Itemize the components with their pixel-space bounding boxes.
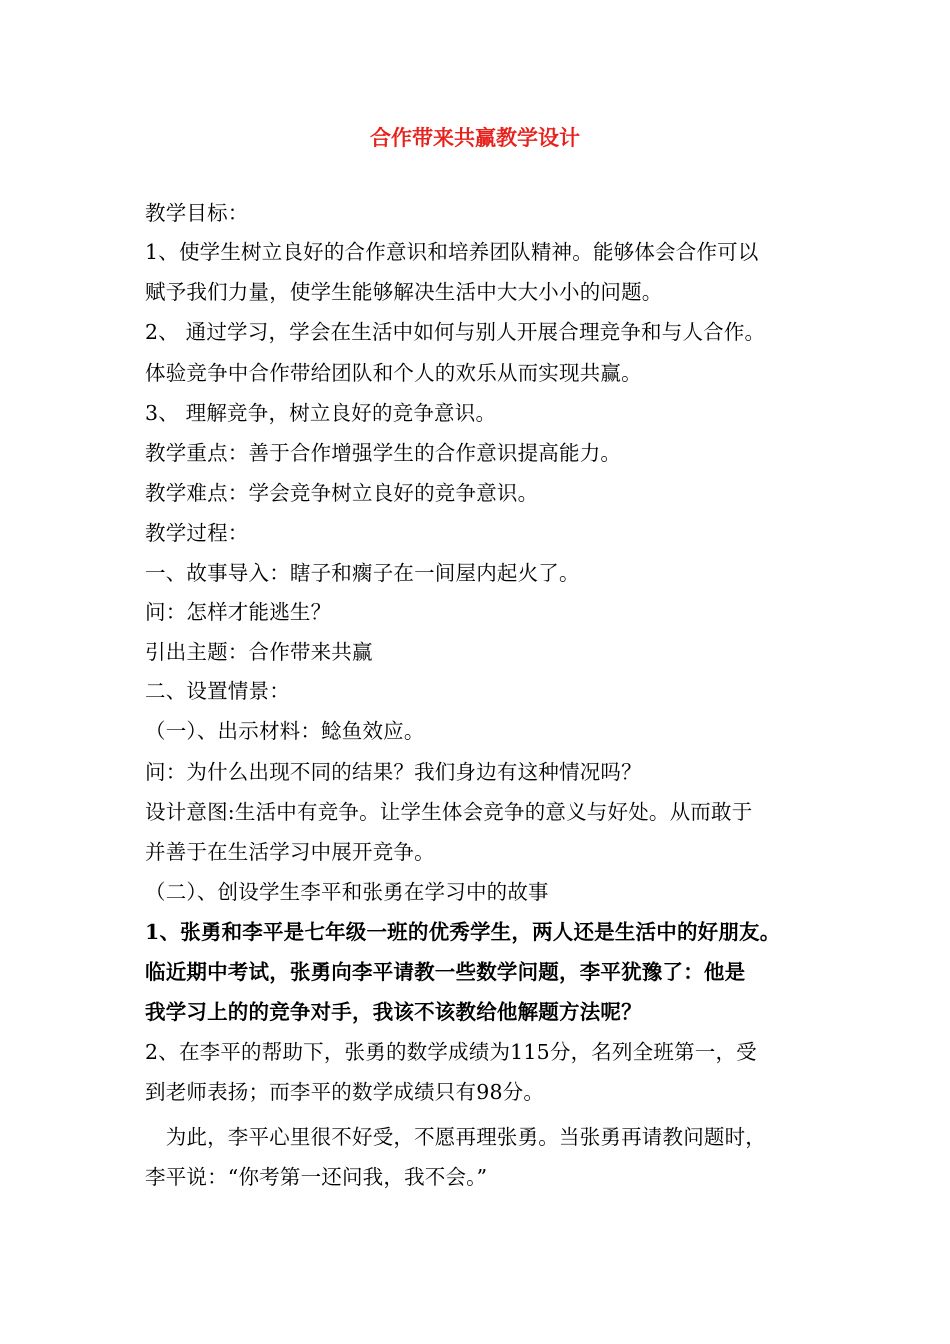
- text-line: 赋予我们力量，使学生能够解决生活中大大小小的问题。: [145, 280, 663, 304]
- text-line: 体验竞争中合作带给团队和个人的欢乐从而实现共赢。: [145, 361, 642, 385]
- text-line: 李平说：“你考第一还问我，我不会。”: [145, 1165, 488, 1189]
- text-line-bold: 临近期中考试，张勇向李平请教一些数学问题，李平犹豫了：他是: [145, 960, 746, 984]
- text-line: 2、在李平的帮助下，张勇的数学成绩为115分，名列全班第一，受: [145, 1040, 757, 1064]
- text-line-key-points: 教学重点：善于合作增强学生的合作意识提高能力。: [145, 441, 622, 465]
- text-line-difficulties: 教学难点：学会竞争树立良好的竞争意识。: [145, 481, 539, 505]
- text-line: 为此，李平心里很不好受，不愿再理张勇。当张勇再请教问题时，: [145, 1125, 766, 1149]
- text-line: 一、故事导入：瞎子和瘸子在一间屋内起火了。: [145, 561, 580, 585]
- text-line: 问：为什么出现不同的结果？我们身边有这种情况吗？: [145, 760, 642, 784]
- document-title: 合作带来共赢教学设计: [370, 125, 580, 150]
- text-line: 3、 理解竞争，树立良好的竞争意识。: [145, 401, 497, 425]
- text-line: （二）、创设学生李平和张勇在学习中的故事: [145, 880, 549, 904]
- text-line: 问：怎样才能逃生？: [145, 600, 332, 624]
- text-line-teaching-goals: 教学目标：: [145, 201, 249, 225]
- text-line: 1、使学生树立良好的合作意识和培养团队精神。能够体会合作可以: [145, 240, 759, 264]
- text-line-bold: 我学习上的的竞争对手，我该不该教给他解题方法呢？: [145, 1000, 642, 1024]
- text-line: 到老师表扬；而李平的数学成绩只有98分。: [145, 1080, 545, 1104]
- text-line-process: 教学过程：: [145, 521, 249, 545]
- text-line: 并善于在生活学习中展开竞争。: [145, 840, 435, 864]
- text-line: 2、 通过学习，学会在生活中如何与别人开展合理竞争和与人合作。: [145, 320, 766, 344]
- text-line-bold: 1、张勇和李平是七年级一班的优秀学生，两人还是生活中的好朋友。: [145, 920, 781, 944]
- text-line: （一）、出示材料：鲶鱼效应。: [145, 719, 425, 743]
- text-line: 设计意图:生活中有竞争。让学生体会竞争的意义与好处。从而敢于: [145, 800, 753, 824]
- text-line: 引出主题：合作带来共赢: [145, 640, 373, 664]
- text-line: 二、设置情景：: [145, 679, 290, 703]
